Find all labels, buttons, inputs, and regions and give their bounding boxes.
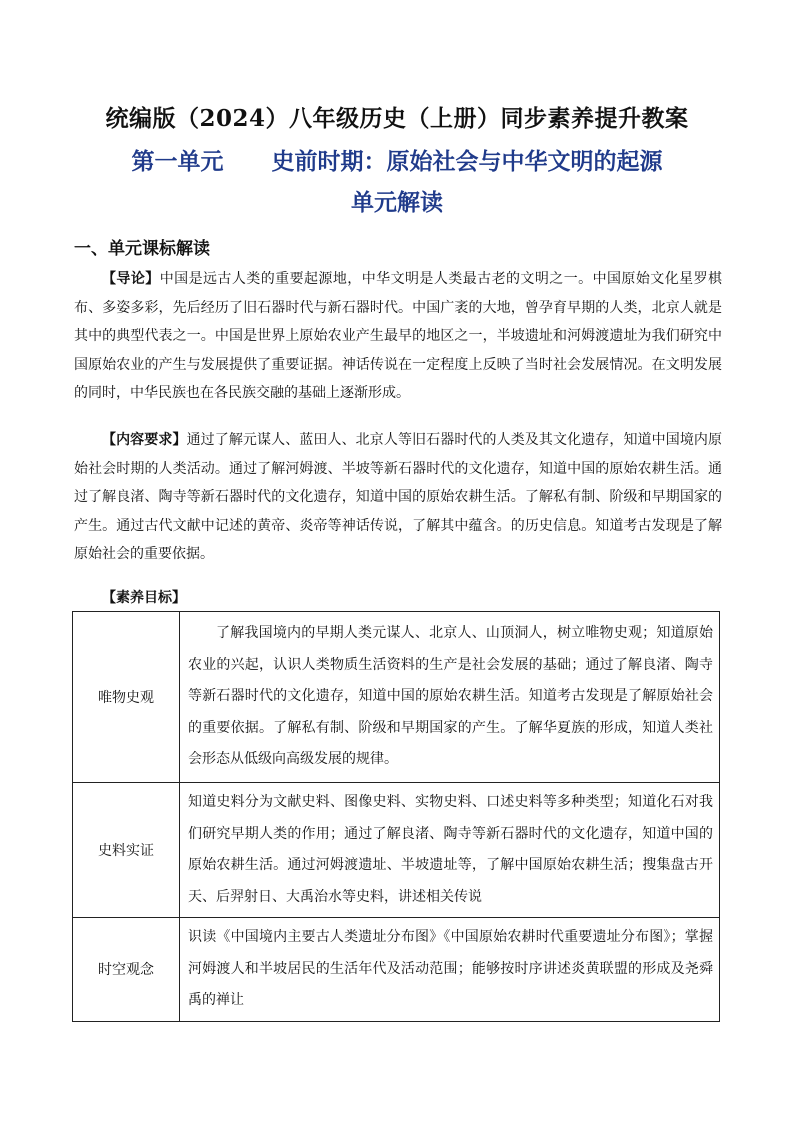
goal-description: 了解我国境内的早期人类元谋人、北京人、山顶洞人，树立唯物史观；知道原始农业的兴起，认识人类物质生活资料的生产是社会发展的基础；通过了解良渚、陶寺等新石器时代的文化遗存，知道中国的原始农耕生活。知道考古发现是了解原始社会的重要依据。了解私有制、阶级和早期国家的产生。了解华夏族的形成，知道人类社会形态从低级向高级发展的规律。 bbox=[180, 612, 720, 783]
section-heading: 一、单元课标解读 bbox=[74, 239, 210, 259]
unit-subtitle: 单元解读 bbox=[351, 190, 443, 216]
intro-paragraph bbox=[74, 265, 722, 408]
content-requirements-label: 【内容要求】 bbox=[102, 432, 187, 448]
content-requirements-paragraph bbox=[74, 426, 722, 569]
goal-category: 时空观念 bbox=[73, 918, 180, 1022]
document-title: 统编版（2024）八年级历史（上册）同步素养提升教案 bbox=[105, 105, 689, 132]
goal-description: 识读《中国境内主要古人类遗址分布图》《中国原始农耕时代重要遗址分布图》；掌握河姆渡人和半坡居民的生活年代及活动范围；能够按时序讲述炎黄联盟的形成及尧舜禹的禅让 bbox=[180, 918, 720, 1022]
table-row bbox=[73, 612, 720, 783]
goal-description: 知道史料分为文献史料、图像史料、实物史料、口述史料等多种类型；知道化石对我们研究早期人类的作用；通过了解良渚、陶寺等新石器时代的文化遗存，知道中国的原始农耕生活。通过河姆渡遗址、半坡遗址等，了解中国原始农耕生活；搜集盘古开天、后羿射日、大禹治水等史料，讲述相关传说 bbox=[180, 783, 720, 918]
table-row bbox=[73, 783, 720, 918]
literacy-goals-label: 【素养目标】 bbox=[102, 590, 186, 606]
literacy-goals-table bbox=[72, 611, 720, 1022]
goal-category: 唯物史观 bbox=[73, 612, 180, 783]
content-requirements-text: 通过了解元谋人、蓝田人、北京人等旧石器时代的人类及其文化遗存，知道中国境内原始社会时期的人类活动。通过了解河姆渡、半坡等新石器时代的文化遗存，知道中国的原始农耕生活。通过了解良渚、陶寺等新石器时代的文化遗存，知道中国的原始农耕生活。了解私有制、阶级和早期国家的产生。通过古代文献中记述的黄帝、炎帝等神话传说，了解其中蕴含。的历史信息。知道考古发现是了解原始社会的重要依据。 bbox=[74, 432, 723, 562]
intro-label: 【导论】 bbox=[102, 271, 160, 287]
unit-title: 第一单元 史前时期：原始社会与中华文明的起源 bbox=[131, 149, 663, 175]
intro-text: 中国是远古人类的重要起源地，中华文明是人类最古老的文明之一。中国原始文化星罗棋布、多姿多彩，先后经历了旧石器时代与新石器时代。中国广袤的大地，曾孕育早期的人类，北京人就是其中的典型代表之一。中国是世界上原始农业产生最早的地区之一，半坡遗址和河姆渡遗址为我们研究中国原始农业的产生与发展提供了重要证据。神话传说在一定程度上反映了当时社会发展情况。在文明发展的同时，中华民族也在各民族交融的基础上逐渐形成。 bbox=[74, 271, 723, 401]
goal-category: 史料实证 bbox=[73, 783, 180, 918]
table-row bbox=[73, 918, 720, 1022]
